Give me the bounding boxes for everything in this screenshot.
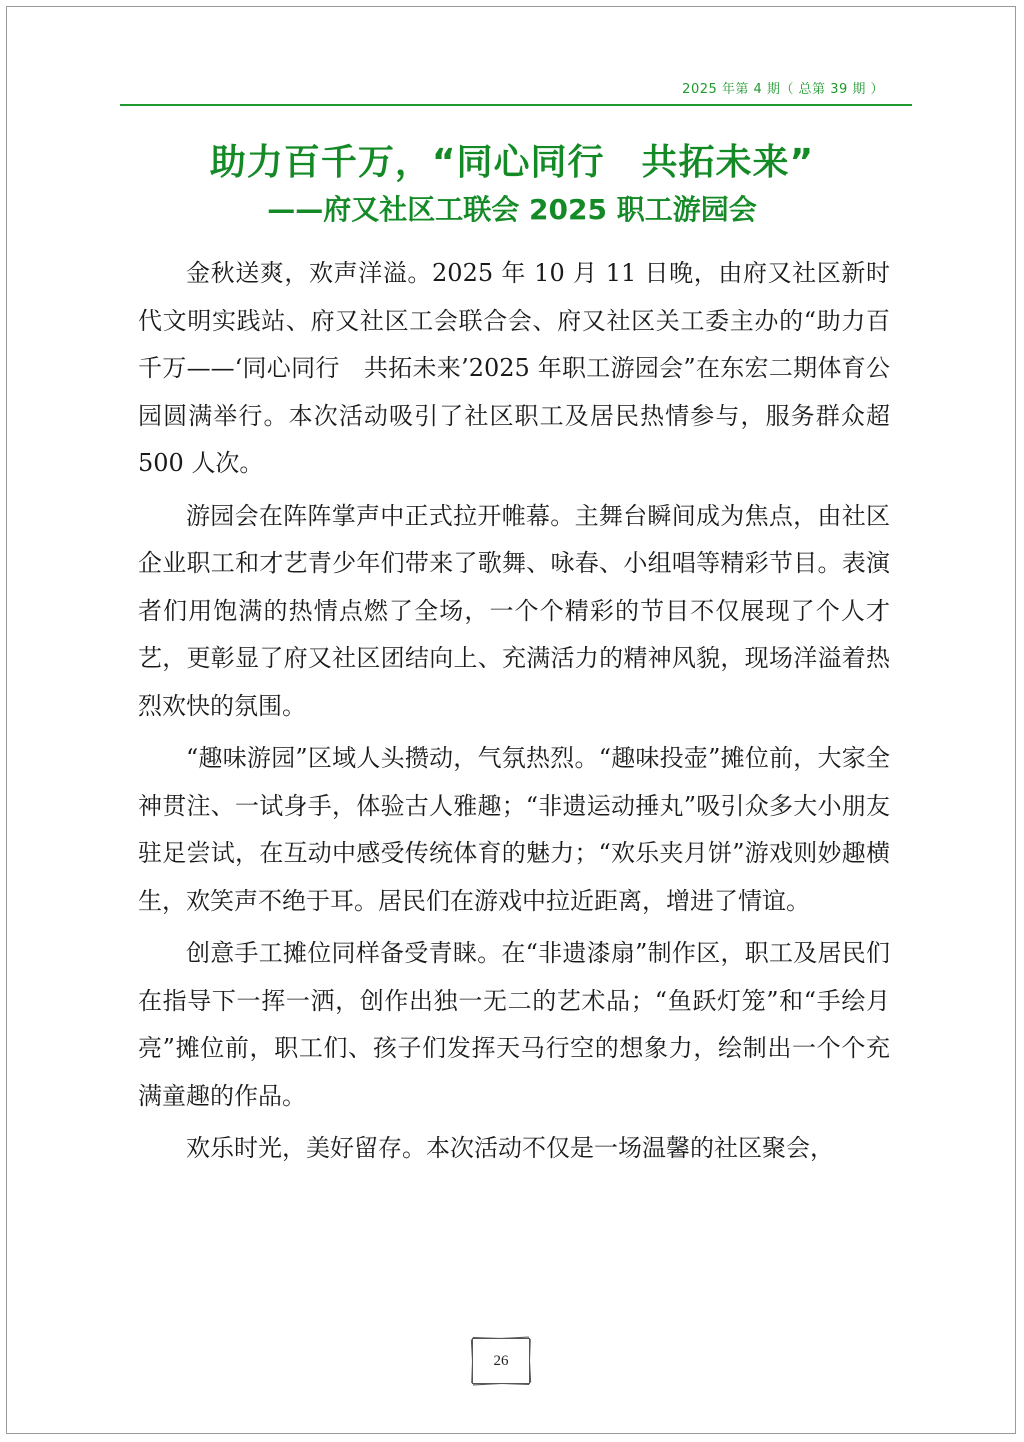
paragraph-4: 创意手工摊位同样备受青睐。在“非遗漆扇”制作区，职工及居民们在指导下一挥一洒，创作出独一无二的艺术品；“鱼跃灯笼”和“手绘月亮”摊位前，职工们、孩子们发挥天马行空的想象力，绘制出一个个充满童趣的作品。 xyxy=(138,939,890,1110)
paragraph-3: “趣味游园”区域人头攒动，气氛热烈。“趣味投壶”摊位前，大家全神贯注、一试身手，体验古人雅趣；“非遗运动捶丸”吸引众多大小朋友驻足尝试，在互动中感受传统体育的魅力；“欢乐夹月饼”游戏则妙趣横生，欢笑声不绝于耳。居民们在游戏中拉近距离，增进了情谊。 xyxy=(138,744,890,915)
page-number-badge xyxy=(472,1338,532,1386)
article-title: 助力百千万，“同心同行 共拓未来” xyxy=(209,142,815,183)
paragraph-2: 游园会在阵阵掌声中正式拉开帷幕。主舞台瞬间成为焦点，由社区企业职工和才艺青少年们带来了歌舞、咏春、小组唱等精彩节目。表演者们用饱满的热情点燃了全场，一个个精彩的节目不仅展现了个人才艺，更彰显了府又社区团结向上、充满活力的精神风貌，现场洋溢着热烈欢快的氛围。 xyxy=(138,501,890,720)
page-number: 26 xyxy=(493,1353,509,1369)
header-rule xyxy=(120,104,912,106)
issue-header: 2025 年第 4 期（ 总第 39 期 ） xyxy=(682,82,884,97)
article-subtitle: ——府又社区工联会 2025 职工游园会 xyxy=(267,193,757,226)
paragraph-1: 金秋送爽，欢声洋溢。2025 年 10 月 11 日晚，由府又社区新时代文明实践站、府又社区工会联合会、府又社区关工委主办的“助力百千万——‘同心同行 共拓未来’2025 年职工游园会”在东宏二期体育公园圆满举行。本次活动吸引了社区职工及居民热情参与，服务群众超 500 人次。 xyxy=(138,259,898,477)
article-body xyxy=(138,250,898,1178)
paragraph-5: 欢乐时光，美好留存。本次活动不仅是一场温馨的社区聚会， xyxy=(186,1134,834,1162)
